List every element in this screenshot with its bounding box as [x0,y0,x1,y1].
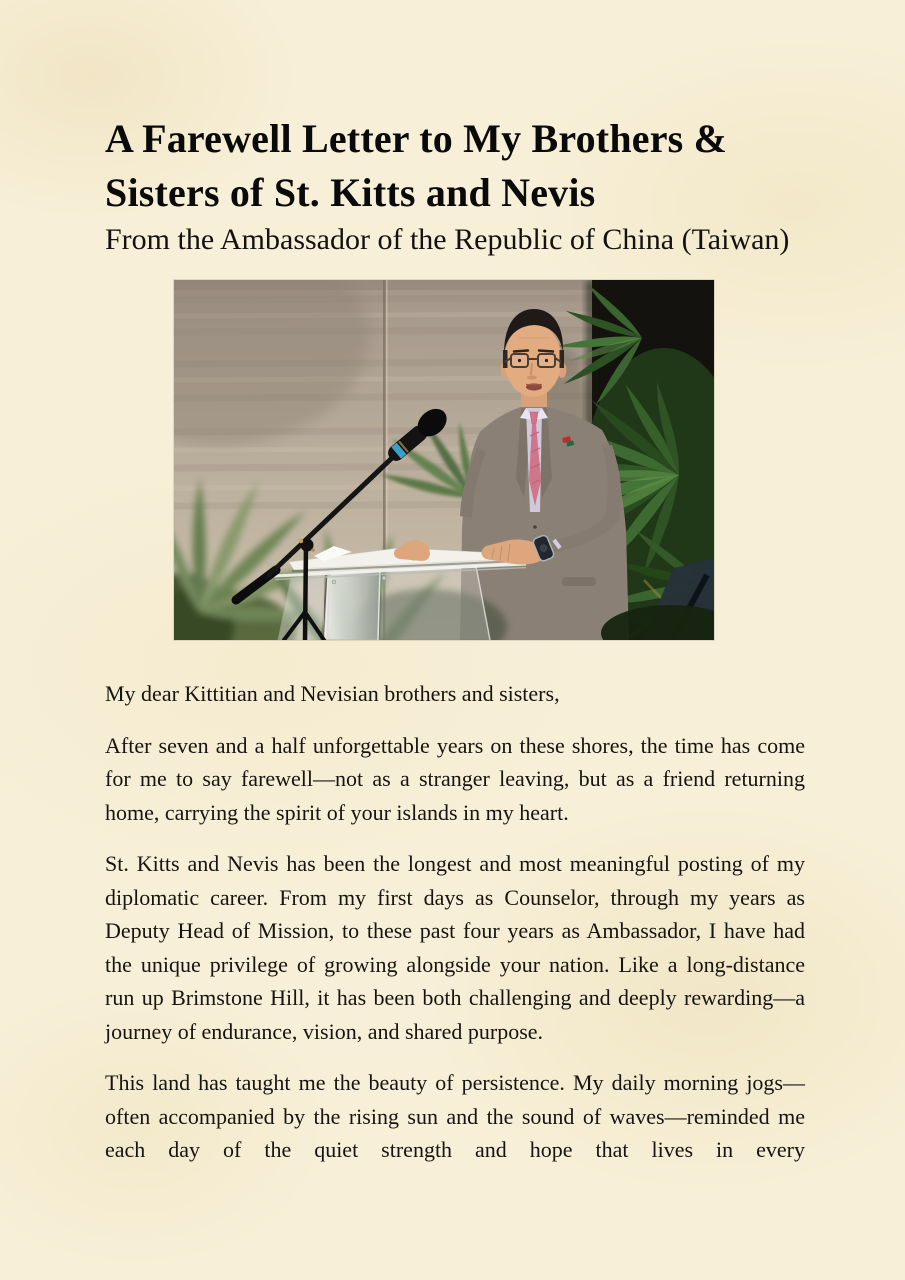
ambassador-photo [174,280,714,640]
letter-paragraph: This land has taught me the beauty of persistence. My daily morning jogs—often accompanied by the rising sun and the sound of waves—reminded me each day of the quiet strength and hope that lives in every [105,1070,805,1162]
letter-subtitle: From the Ambassador of the Republic of China (Taiwan) [105,223,790,256]
letter-body [105,677,805,1167]
ambassador-photo-illustration [174,280,714,640]
letter-paragraph: St. Kitts and Nevis has been the longest and most meaningful posting of my diplomatic career. From my first days as Counselor, through my years as Deputy Head of Mission, to these past four years as Ambassador, I have had the unique privilege of growing alongside your nation. Like a long-distance run up Brimstone Hill, it has been both challenging and deeply rewarding—a journey of endurance, vision, and shared purpose. [105,851,805,1044]
letter-title: A Farewell Letter to My Brothers & Sisters of St. Kitts and Nevis [105,116,728,215]
letter-paragraph: After seven and a half unforgettable years on these shores, the time has come for me to say farewell—not as a stranger leaving, but as a friend returning home, carrying the spirit of your islands in my heart. [105,732,805,825]
letter-paragraph: My dear Kittitian and Nevisian brothers and sisters, [105,681,560,706]
